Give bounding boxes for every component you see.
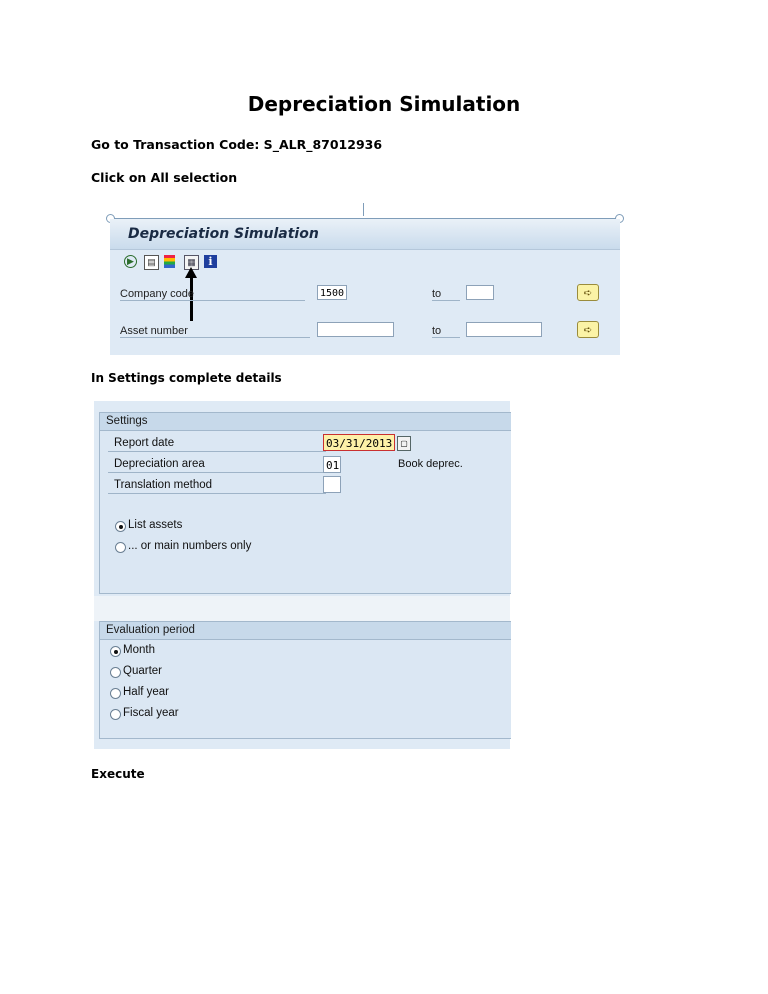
- company-code-from-input[interactable]: 1500: [317, 285, 347, 300]
- report-date-label: Report date: [108, 435, 326, 452]
- screenshot-settings: [94, 401, 510, 749]
- quarter-radio[interactable]: [110, 667, 121, 678]
- asset-number-to-label: to: [432, 325, 460, 338]
- quarter-label: Quarter: [123, 665, 162, 677]
- all-selections-icon[interactable]: ▦: [184, 255, 199, 270]
- get-variant-icon[interactable]: ▤: [144, 255, 159, 270]
- step-settings: In Settings complete details: [91, 371, 282, 385]
- asset-number-to-input[interactable]: [466, 322, 542, 337]
- calendar-icon[interactable]: ▢: [397, 436, 411, 451]
- company-code-to-label: to: [432, 288, 460, 301]
- document-title: Depreciation Simulation: [247, 92, 521, 116]
- report-date-input[interactable]: 03/31/2013: [323, 434, 395, 451]
- month-radio[interactable]: [110, 646, 121, 657]
- step-all-selection: Click on All selection: [91, 170, 238, 185]
- step-transaction-code: Go to Transaction Code: S_ALR_87012936: [91, 137, 383, 152]
- depreciation-area-input[interactable]: 01: [323, 456, 341, 473]
- list-assets-label: List assets: [128, 519, 183, 531]
- company-code-label: Company code: [120, 288, 305, 301]
- info-icon[interactable]: i: [204, 255, 217, 268]
- evaluation-period-title: Evaluation period: [100, 622, 511, 640]
- evaluation-period-group: [99, 621, 511, 739]
- screen-title: Depreciation Simulation: [128, 226, 319, 242]
- main-numbers-only-radio[interactable]: [115, 542, 126, 553]
- spacer-band: [94, 596, 510, 621]
- asset-number-label: Asset number: [120, 325, 310, 338]
- list-assets-radio[interactable]: [115, 521, 126, 532]
- depreciation-area-label: Depreciation area: [108, 456, 326, 473]
- month-label: Month: [123, 644, 155, 656]
- screen-header: [110, 219, 620, 250]
- asset-number-from-input[interactable]: [317, 322, 394, 337]
- half-year-radio[interactable]: [110, 688, 121, 699]
- translation-method-input[interactable]: [323, 476, 341, 493]
- company-code-to-input[interactable]: [466, 285, 494, 300]
- dynamic-selections-icon[interactable]: [164, 255, 175, 268]
- company-code-multiple-selection-button[interactable]: ➪: [577, 284, 599, 301]
- execute-icon[interactable]: ▶: [124, 255, 137, 268]
- asset-number-multiple-selection-button[interactable]: ➪: [577, 321, 599, 338]
- main-numbers-only-label: ... or main numbers only: [128, 540, 252, 552]
- half-year-label: Half year: [123, 686, 170, 698]
- fiscal-year-label: Fiscal year: [123, 707, 179, 719]
- depreciation-area-description: Book deprec.: [398, 458, 463, 470]
- translation-method-label: Translation method: [108, 477, 326, 494]
- settings-group-title: Settings: [100, 413, 511, 431]
- image-rotate-handle-line: [363, 203, 364, 216]
- screenshot-selection-screen: [110, 219, 620, 355]
- step-execute: Execute: [91, 767, 145, 781]
- fiscal-year-radio[interactable]: [110, 709, 121, 720]
